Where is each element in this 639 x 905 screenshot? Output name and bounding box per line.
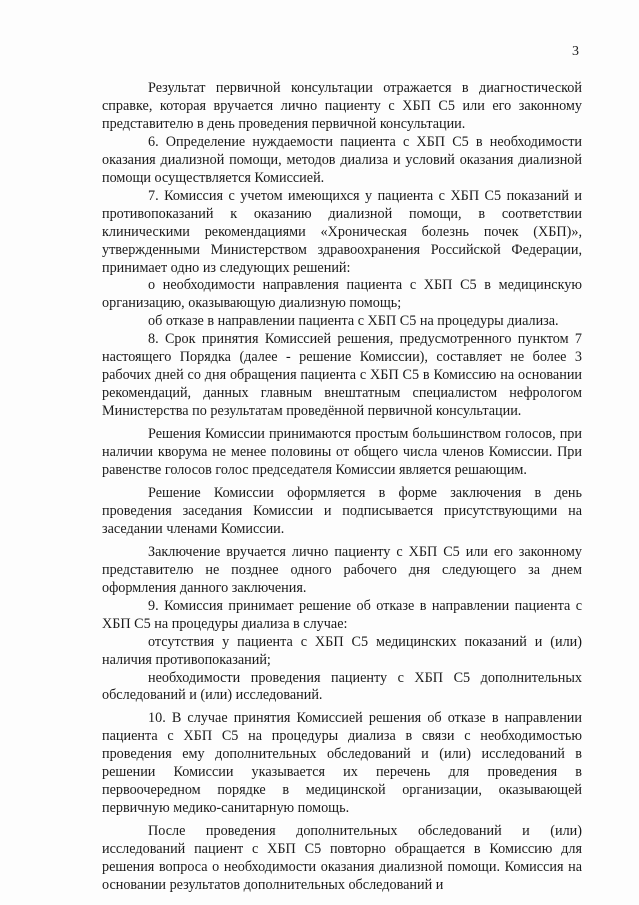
- paragraph-conclusion-delivery: Заключение вручается лично пациенту с ХБП С5 или его законному представителю не позднее одного рабочего дня следующего за днем оформления данного заключения.: [102, 543, 582, 596]
- paragraph-no-indications: отсутствия у пациента с ХБП С5 медицинских показаний и (или) наличия противопоказаний;: [102, 633, 582, 668]
- paragraph-item-9: 9. Комиссия принимает решение об отказе в направлении пациента с ХБП С5 на процедуры диализа в случае:: [102, 597, 582, 632]
- paragraph-additional-exams: необходимости проведения пациенту с ХБП С5 дополнительных обследований и (или) исследований.: [102, 669, 582, 704]
- paragraph-item-7: 7. Комиссия с учетом имеющихся у пациента с ХБП С5 показаний и противопоказаний к оказанию диализной помощи, в соответствии клиническими рекомендациями «Хроническая болезнь почек (ХБП)», утвержденными Министерством здравоохранения Российской Федерации, принимает одно из следующих решений:: [102, 187, 582, 276]
- paragraph-conclusion-form: Решение Комиссии оформляется в форме заключения в день проведения заседания Комиссии и подписывается присутствующими на заседании членами Комиссии.: [102, 484, 582, 537]
- paragraph-voting: Решения Комиссии принимаются простым большинством голосов, при наличии кворума не менее половины от общего числа членов Комиссии. При равенстве голосов голос председателя Комиссии является решающим.: [102, 426, 582, 479]
- paragraph-item-6: 6. Определение нуждаемости пациента с ХБП С5 в необходимости оказания диализной помощи, методов диализа и условий оказания диализной помощи осуществляется Комиссией.: [102, 133, 582, 186]
- paragraph-decision-referral: о необходимости направления пациента с ХБП С5 в медицинскую организацию, оказывающую диализную помощь;: [102, 277, 582, 312]
- paragraph-repeat-appeal: После проведения дополнительных обследований и (или) исследований пациент с ХБП С5 повторно обращается в Комиссию для решения вопроса о необходимости оказания диализной помощи. Комиссия на основании результатов дополнительных обследований и: [102, 823, 582, 893]
- paragraph-consultation-result: Результат первичной консультации отражается в диагностической справке, которая вручается лично пациенту с ХБП С5 или его законному представителю в день проведения первичной консультации.: [102, 80, 582, 132]
- paragraph-item-8: 8. Срок принятия Комиссией решения, предусмотренного пунктом 7 настоящего Порядка (далее - решение Комиссии), составляет не более 3 рабочих дней со дня обращения пациента с ХБП С5 в Комиссию на основании рекомендаций, данных главным внештатным специалистом нефрологом Министерства по результатам проведённой первичной консультации.: [102, 331, 582, 420]
- document-body: [102, 80, 582, 895]
- paragraph-item-10: 10. В случае принятия Комиссией решения об отказе в направлении пациента с ХБП С5 на процедуры диализа в связи с необходимостью проведения ему дополнительных обследований и (или) исследований в решении Комиссии указывается их перечень для проведения в первоочередном порядке в медицинской организации, оказывающей первичную медико-санитарную помощь.: [102, 710, 582, 817]
- paragraph-decision-refusal: об отказе в направлении пациента с ХБП С5 на процедуры диализа.: [148, 313, 559, 330]
- page-number: 3: [572, 44, 579, 59]
